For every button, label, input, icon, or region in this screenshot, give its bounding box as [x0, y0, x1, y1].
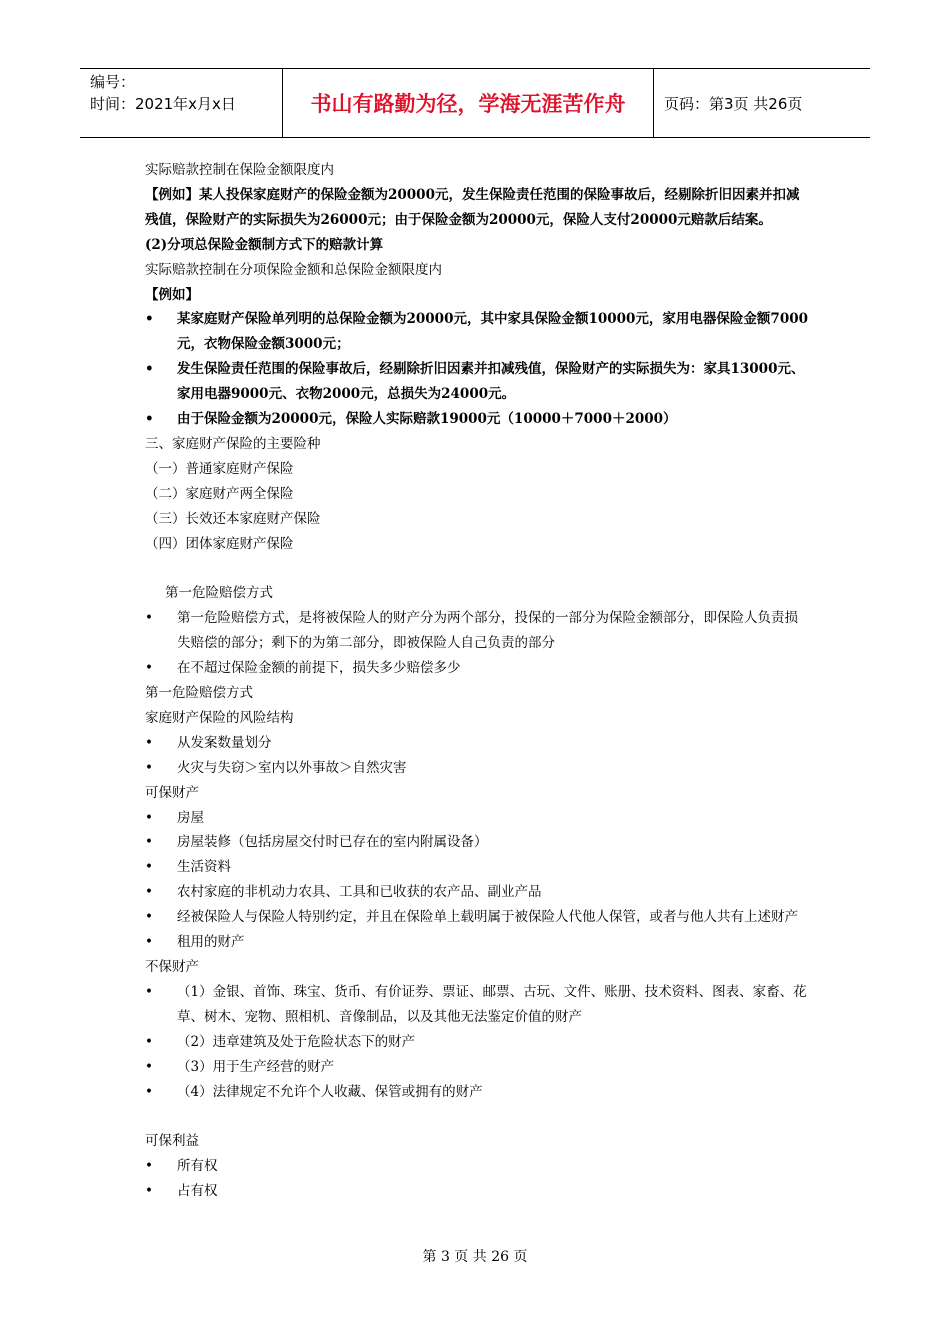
- list-item-text: 发生保险责任范围的保险事故后，经剔除折旧因素并扣减残值，保险财产的实际损失为：家具13000元、家用电器9000元、衣物2000元，总损失为24000元。: [177, 361, 805, 403]
- bullet-icon: •: [145, 759, 153, 776]
- bullet-icon: •: [145, 361, 154, 378]
- list-item: [145, 980, 810, 1030]
- page-footer: 第 3 页 共 26 页: [422, 1249, 528, 1265]
- list-item: [145, 855, 810, 880]
- list-item: [145, 1055, 810, 1080]
- bullet-icon: •: [145, 734, 153, 751]
- bullet-icon: •: [145, 934, 153, 951]
- subheading: 第一危险赔偿方式: [145, 685, 253, 702]
- bullet-icon: •: [145, 909, 153, 926]
- bullet-icon: •: [145, 660, 153, 677]
- list-item-text: 火灾与失窃＞室内以外事故＞自然灾害: [177, 759, 407, 776]
- list-item: （四）团体家庭财产保险: [145, 535, 294, 552]
- paragraph: 实际赔款控制在保险金额限度内: [145, 162, 334, 178]
- list-item: [145, 606, 810, 656]
- list-item: [145, 1030, 810, 1055]
- header-left-cell: [80, 69, 282, 137]
- list-item-text: 占有权: [177, 1183, 218, 1200]
- bullet-icon: •: [145, 983, 153, 1000]
- list-item: [145, 806, 810, 831]
- list-item-text: 生活资料: [177, 859, 231, 876]
- list-item-text: 房屋: [177, 809, 204, 826]
- bullet-icon: •: [145, 884, 153, 901]
- example-paragraph: 【例如】某人投保家庭财产的保险金额为20000元，发生保险责任范围的保险事故后，经剔除折旧因素并扣减残值，保险财产的实际损失为26000元；由于保险金额为20000元，保险人支付20000元赔款后结案。: [145, 186, 800, 228]
- section-heading: 三、家庭财产保险的主要险种: [145, 435, 321, 452]
- document-time-label: 时间：2021年x月x日: [90, 95, 236, 113]
- list-item-text: 在不超过保险金额的前提下，损失多少赔偿多少: [177, 660, 461, 677]
- list-item: [145, 880, 810, 905]
- subheading: 家庭财产保险的风险结构: [145, 709, 294, 726]
- subheading: 不保财产: [145, 958, 199, 975]
- list-item: [145, 1080, 810, 1105]
- subheading: 可保利益: [145, 1133, 199, 1150]
- subheading: 第一危险赔偿方式: [165, 585, 273, 602]
- list-item-text: 由于保险金额为20000元，保险人实际赔款19000元（10000＋7000＋2000）: [177, 411, 677, 428]
- list-item: [145, 307, 810, 357]
- list-item: （二）家庭财产两全保险: [145, 485, 294, 502]
- bullet-icon: •: [145, 834, 153, 851]
- list-item: （三）长效还本家庭财产保险: [145, 510, 321, 527]
- list-item: [145, 930, 810, 955]
- list-item-text: （3）用于生产经营的财产: [177, 1058, 335, 1075]
- list-item-text: 第一危险赔偿方式，是将被保险人的财产分为两个部分，投保的一部分为保险金额部分，即保险人负责损失赔偿的部分；剩下的为第二部分，即被保险人自己负责的部分: [177, 610, 798, 652]
- list-item: [145, 1179, 810, 1204]
- list-item-text: 农村家庭的非机动力农具、工具和已收获的农产品、副业产品: [177, 884, 542, 901]
- list-item-text: （2）违章建筑及处于危险状态下的财产: [177, 1033, 416, 1050]
- bullet-icon: •: [145, 1183, 153, 1200]
- document-number-label: 编号：: [90, 73, 136, 91]
- list-item: [145, 407, 810, 432]
- list-item: [145, 756, 810, 781]
- spacer: [145, 1104, 810, 1129]
- list-item-text: 某家庭财产保险单列明的总保险金额为20000元，其中家具保险金额10000元，家用电器保险金额7000元，衣物保险金额3000元；: [177, 311, 809, 353]
- bullet-icon: •: [145, 1083, 153, 1100]
- bullet-icon: •: [145, 610, 153, 627]
- bullet-icon: •: [145, 1158, 153, 1175]
- list-item: [145, 656, 810, 681]
- list-item-text: 所有权: [177, 1158, 218, 1175]
- bullet-icon: •: [145, 1033, 153, 1050]
- document-body: [145, 158, 810, 1204]
- bullet-icon: •: [145, 411, 154, 428]
- list-item-text: （4）法律规定不允许个人收藏、保管或拥有的财产: [177, 1083, 483, 1100]
- list-item: [145, 905, 810, 930]
- subheading: 可保财产: [145, 784, 199, 801]
- list-item-text: 从发案数量划分: [177, 734, 272, 751]
- header-motto: 书山有路勤为径，学海无涯苦作舟: [282, 69, 654, 137]
- list-item: [145, 830, 810, 855]
- bullet-icon: •: [145, 809, 153, 826]
- bullet-icon: •: [145, 1058, 153, 1075]
- list-item-text: 经被保险人与保险人特别约定，并且在保险单上载明属于被保险人代他人保管，或者与他人共有上述财产: [177, 909, 798, 926]
- bullet-icon: •: [145, 311, 154, 328]
- list-item-text: 房屋装修（包括房屋交付时已存在的室内附属设备）: [177, 834, 488, 851]
- list-item-text: 租用的财产: [177, 934, 245, 951]
- spacer: [145, 557, 810, 582]
- page-header: [80, 68, 870, 138]
- list-item: [145, 1154, 810, 1179]
- paragraph: 实际赔款控制在分项保险金额和总保险金额限度内: [145, 261, 442, 278]
- subheading: (2)分项总保险金额制方式下的赔款计算: [145, 236, 384, 253]
- list-item: （一）普通家庭财产保险: [145, 460, 294, 477]
- list-item: [145, 731, 810, 756]
- example-label: 【例如】: [145, 286, 199, 303]
- list-item: [145, 357, 810, 407]
- list-item-text: （1）金银、首饰、珠宝、货币、有价证券、票证、邮票、古玩、文件、账册、技术资料、图表、家畜、花草、树木、宠物、照相机、音像制品，以及其他无法鉴定价值的财产: [177, 983, 807, 1025]
- bullet-icon: •: [145, 859, 153, 876]
- header-page-number: 页码：第3页 共26页: [664, 94, 803, 113]
